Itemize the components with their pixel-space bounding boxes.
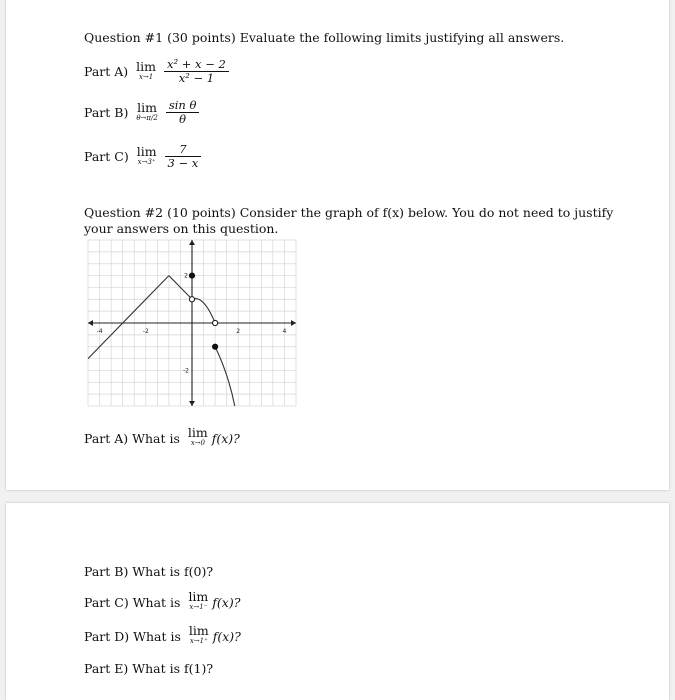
document-page-1 <box>6 0 669 490</box>
curve-segment <box>215 347 235 406</box>
limit-word: lim <box>188 623 209 638</box>
y-tick-label: -2 <box>183 367 189 375</box>
limit-word: lim <box>136 58 157 74</box>
limit-operator <box>136 143 157 168</box>
function-expression: f(x)? <box>211 430 240 446</box>
limit-operator <box>136 99 158 124</box>
fraction-numerator: sin θ <box>168 98 197 112</box>
question-1-part-b <box>84 99 199 126</box>
y-tick-label: 2 <box>184 272 188 280</box>
y-axis-arrow-down <box>189 401 195 406</box>
fraction-denominator: x² − 1 <box>164 71 229 85</box>
x-tick-label: 2 <box>236 328 241 335</box>
limit-operator <box>189 625 209 647</box>
limit-subscript: x→1 <box>138 72 154 81</box>
limit-word: lim <box>137 99 157 115</box>
y-axis-arrow-up <box>189 240 195 245</box>
document-page-2 <box>6 503 669 700</box>
x-tick-label: -4 <box>96 328 103 335</box>
question-2-part-e: Part E) What is f(1)? <box>84 661 214 676</box>
limit-operator <box>188 591 208 613</box>
open-point <box>189 297 194 302</box>
filled-point <box>213 344 218 349</box>
question-1-part-c <box>84 143 201 170</box>
curve-segment <box>88 276 169 359</box>
fraction <box>164 58 229 85</box>
limit-word: lim <box>187 425 208 440</box>
x-tick-label: 4 <box>282 328 287 335</box>
fraction-numerator: 7 <box>179 142 187 156</box>
limit-subscript: x→3⁺ <box>137 157 156 166</box>
part-c-label: Part C) <box>84 149 129 164</box>
filled-point <box>189 273 194 278</box>
function-graph <box>82 234 302 412</box>
part-c-prompt: Part C) What is <box>84 594 181 610</box>
question-1-header: Question #1 (30 points) Evaluate the following limits justifying all answers. <box>84 30 565 45</box>
part-a-label: Part A) <box>84 64 129 79</box>
x-tick-label: -2 <box>142 328 149 335</box>
question-2-part-c <box>84 591 240 613</box>
limit-subscript: θ→π/2 <box>136 113 158 122</box>
part-d-prompt: Part D) What is <box>84 628 181 644</box>
x-axis-arrow-left <box>88 320 93 326</box>
limit-word: lim <box>188 589 209 604</box>
question-2-header-line-1: Question #2 (10 points) Consider the graph of f(x) below. You do not need to justify <box>84 205 614 220</box>
limit-subscript: x→1⁻ <box>189 603 208 611</box>
limit-operator <box>188 427 208 449</box>
question-2-part-d <box>84 625 241 647</box>
function-expression: f(x)? <box>212 628 241 644</box>
x-axis-arrow-right <box>291 320 296 326</box>
fraction <box>166 99 200 126</box>
open-point <box>213 320 218 325</box>
function-expression: f(x)? <box>212 594 241 610</box>
question-2-part-b: Part B) What is f(0)? <box>84 564 214 579</box>
question-2-part-a <box>84 427 240 449</box>
part-b-label: Part B) <box>84 105 129 120</box>
limit-subscript: x→1⁺ <box>189 637 208 645</box>
question-1-part-a <box>84 58 229 85</box>
limit-operator <box>136 58 157 83</box>
question-2-header-line-2: your answers on this question. <box>84 221 279 236</box>
fraction <box>165 143 202 170</box>
limit-subscript: x→0 <box>190 439 205 447</box>
limit-word: lim <box>136 143 157 159</box>
part-a-prompt: Part A) What is <box>84 430 180 446</box>
fraction-denominator: 3 − x <box>165 156 202 170</box>
graph-axes <box>88 240 296 406</box>
fraction-denominator: θ <box>166 112 200 126</box>
graph-curves <box>88 276 235 406</box>
fraction-numerator: x² + x − 2 <box>167 57 226 71</box>
